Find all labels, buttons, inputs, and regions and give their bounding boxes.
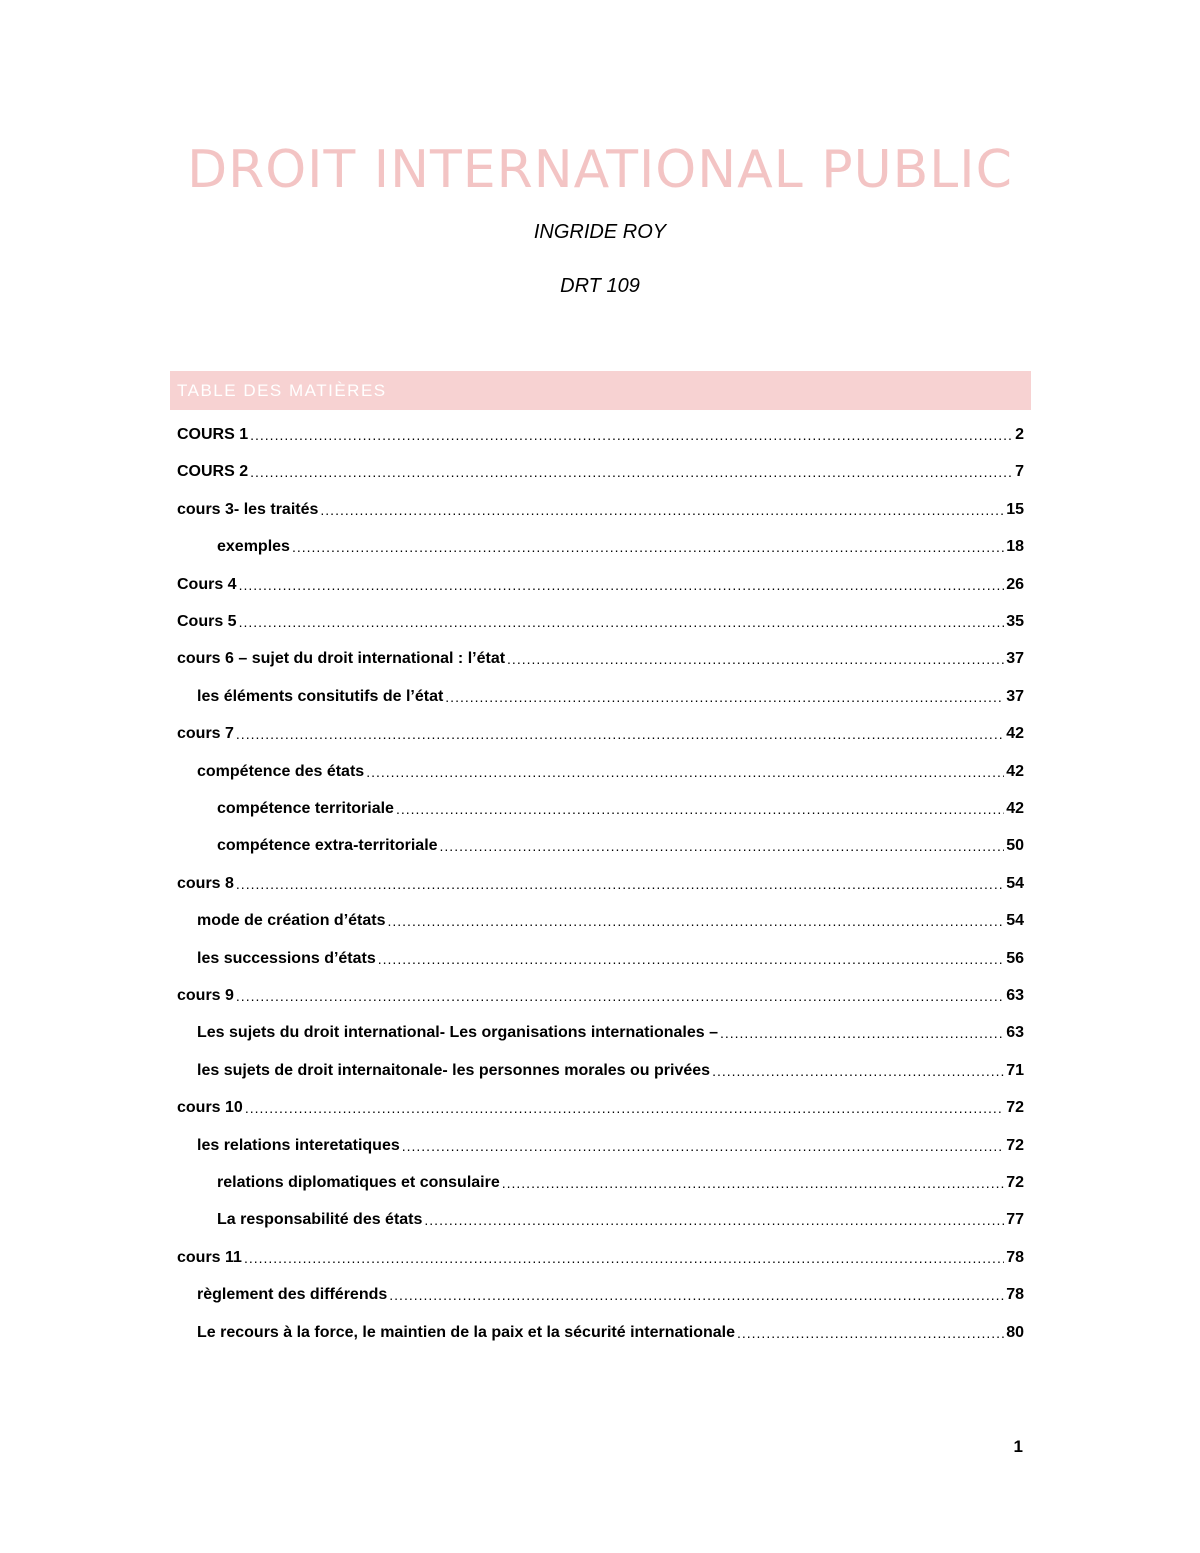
toc-entry-title: COURS 2 [177, 463, 249, 481]
toc-entry-title: Cours 5 [177, 613, 237, 630]
toc-dot-leader [292, 539, 1004, 555]
toc-entry-page: 42 [1006, 762, 1024, 780]
toc-entry-page: 37 [1006, 687, 1024, 705]
toc-entry-title: mode de création d’états [197, 912, 386, 930]
toc-entry-title: compétence extra-territoriale [217, 837, 438, 855]
toc-entry-page: 54 [1006, 912, 1024, 930]
toc-entry-page: 26 [1006, 575, 1024, 593]
toc-entry-title: Le recours à la force, le maintien de la paix et la sécurité internationale [197, 1323, 735, 1341]
toc-entry[interactable] [177, 941, 1024, 977]
toc-entry[interactable] [177, 417, 1024, 453]
toc-dot-leader [402, 1138, 1004, 1154]
toc-entry-page: 15 [1006, 500, 1024, 518]
toc-entry-title: compétence des états [197, 762, 365, 780]
toc-entry-page: 78 [1006, 1286, 1024, 1304]
toc-entry[interactable] [177, 791, 1024, 827]
toc-entry-title: les relations interetatiques [197, 1136, 400, 1154]
toc-entry-page: 7 [1015, 463, 1024, 481]
toc-entry[interactable] [177, 903, 1024, 939]
toc-entry-page: 35 [1006, 613, 1024, 630]
toc-entry-title: Cours 4 [177, 575, 237, 593]
toc-dot-leader [507, 651, 1004, 667]
toc-entry-page: 63 [1006, 1024, 1024, 1042]
toc-entry[interactable] [177, 604, 1024, 640]
toc-entry[interactable] [177, 754, 1024, 790]
toc-entry-page: 37 [1006, 650, 1024, 668]
toc-dot-leader [236, 988, 1004, 1004]
toc-entry-title: cours 6 – sujet du droit international : l’état [177, 650, 506, 668]
toc-entry[interactable] [177, 978, 1024, 1014]
toc-entry-page: 78 [1006, 1248, 1024, 1266]
toc-entry-page: 63 [1006, 987, 1024, 1004]
toc-dot-leader [440, 838, 1005, 854]
toc-entry-page: 42 [1006, 725, 1024, 743]
toc-entry[interactable] [177, 1240, 1024, 1276]
toc-dot-leader [250, 427, 1013, 443]
toc-dot-leader [366, 764, 1004, 780]
toc-dot-leader [245, 1100, 1004, 1116]
toc-dot-leader [720, 1025, 1004, 1041]
toc-dot-leader [737, 1325, 1004, 1341]
toc-dot-leader [236, 876, 1004, 892]
toc-entry-title: COURS 1 [177, 426, 249, 443]
toc-entry-page: 71 [1006, 1061, 1024, 1079]
toc-entry-page: 77 [1006, 1211, 1024, 1229]
toc-entry-title: Les sujets du droit international- Les organisations internationales – [197, 1024, 718, 1042]
toc-entry-title: cours 8 [177, 874, 234, 892]
toc-entry-title: cours 3- les traités [177, 500, 319, 518]
toc-entry-page: 72 [1006, 1136, 1024, 1154]
toc-dot-leader [396, 801, 1004, 817]
toc-dot-leader [445, 689, 1004, 705]
toc-entry[interactable] [177, 492, 1024, 528]
toc-entry[interactable] [177, 1128, 1024, 1164]
toc-dot-leader [388, 913, 1005, 929]
toc-entry[interactable] [177, 641, 1024, 677]
toc-dot-leader [502, 1175, 1004, 1191]
toc-dot-leader [239, 614, 1005, 630]
toc-dot-leader [250, 464, 1013, 480]
toc-entry-page: 42 [1006, 800, 1024, 817]
toc-dot-leader [244, 1250, 1004, 1266]
toc-entry[interactable] [177, 1015, 1024, 1051]
document-author: INGRIDE ROY [533, 221, 667, 243]
toc-entry-title: les éléments consitutifs de l’état [197, 687, 444, 705]
page-number: 1 [1013, 1437, 1023, 1456]
toc-entry[interactable] [177, 1165, 1024, 1201]
toc-entry[interactable] [177, 1090, 1024, 1126]
toc-entry-title: La responsabilité des états [217, 1211, 423, 1229]
toc-entry-title: relations diplomatiques et consulaire [217, 1174, 500, 1191]
toc-entry-page: 18 [1006, 538, 1024, 556]
toc-entry[interactable] [177, 529, 1024, 565]
toc-entry[interactable] [177, 866, 1024, 902]
toc-entry-page: 56 [1006, 949, 1024, 967]
toc-entry[interactable] [177, 716, 1024, 752]
toc-entry[interactable] [177, 1053, 1024, 1089]
toc-entry[interactable] [177, 1202, 1024, 1238]
toc-entry-title: cours 10 [177, 1099, 243, 1117]
toc-entry-page: 2 [1015, 426, 1024, 443]
toc-dot-leader [424, 1212, 1004, 1228]
toc-dot-leader [236, 726, 1004, 742]
toc-dot-leader [239, 577, 1005, 593]
toc-entry-title: cours 7 [177, 725, 234, 743]
toc-entry-page: 72 [1006, 1099, 1024, 1117]
toc-entry-title: exemples [217, 538, 290, 556]
toc-entry-title: règlement des différends [197, 1286, 388, 1304]
toc-entry-title: les successions d’états [197, 949, 376, 967]
toc-entry-page: 72 [1006, 1174, 1024, 1191]
toc-entry-title: cours 11 [177, 1248, 242, 1266]
toc-entry-title: cours 9 [177, 987, 234, 1004]
toc-entry[interactable] [177, 1277, 1024, 1313]
toc-entry-page: 80 [1006, 1323, 1024, 1341]
toc-entry-title: les sujets de droit internaitonale- les personnes morales ou privées [197, 1061, 711, 1079]
toc-entry[interactable] [177, 567, 1024, 603]
course-code: DRT 109 [560, 275, 640, 297]
toc-heading-bar [170, 371, 1031, 410]
toc-dot-leader [389, 1287, 1004, 1303]
toc-dot-leader [712, 1063, 1004, 1079]
toc-entry[interactable] [177, 1315, 1024, 1351]
toc-entry-page: 50 [1006, 837, 1024, 855]
toc-entry[interactable] [177, 454, 1024, 490]
toc-dot-leader [378, 951, 1004, 967]
toc-entry-title: compétence territoriale [217, 800, 394, 817]
toc-entry[interactable] [177, 828, 1024, 864]
toc-dot-leader [320, 502, 1004, 518]
toc-entry[interactable] [177, 679, 1024, 715]
toc-heading: TABLE DES MATIÈRES [177, 380, 387, 400]
document-title: DROIT INTERNATIONAL PUBLIC [187, 140, 1013, 200]
toc-entry-page: 54 [1006, 874, 1024, 892]
